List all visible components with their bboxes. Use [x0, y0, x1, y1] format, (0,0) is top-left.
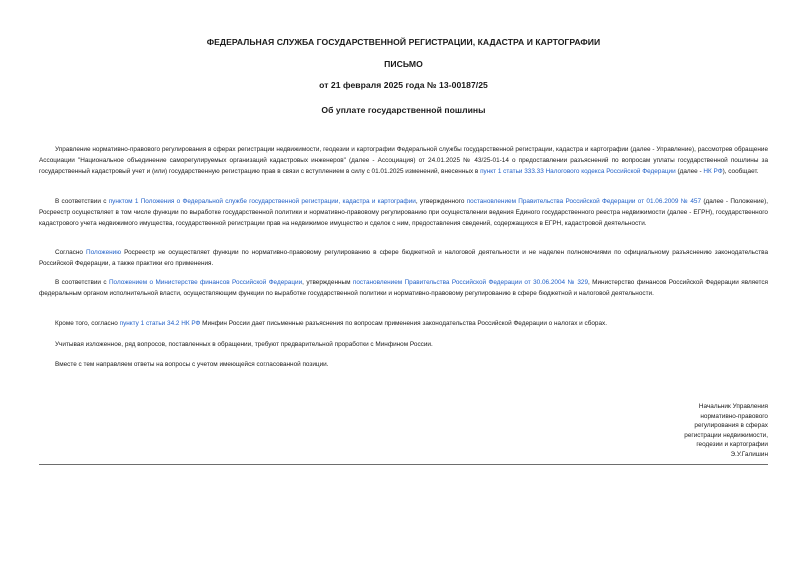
paragraph-answers	[39, 360, 768, 371]
paragraph-text: ), сообщает.	[722, 167, 759, 175]
footer-divider	[39, 464, 768, 465]
signature-line: регулирования в сферах	[694, 422, 768, 430]
link-government-decree-457[interactable]: постановлением Правительства Российской Федерации от 01.06.2009 № 457	[466, 198, 702, 205]
link-minfin-regulation[interactable]: Положением о Министерстве финансов Российской Федерации	[108, 279, 303, 286]
paragraph-text: , утвержденным	[302, 279, 353, 286]
paragraph-text: Вместе с тем направляем ответы на вопросы с учетом имеющейся согласованной позиции.	[55, 361, 329, 368]
link-rosreestr-regulation-point-1[interactable]: пунктом 1 Положения о Федеральной службе государственной регистрации, кадастра и картографии	[108, 198, 416, 205]
paragraph-intro	[39, 145, 768, 177]
signatory-name: Э.У.Галишин	[730, 450, 768, 458]
signature-line: геодезии и картографии	[696, 441, 768, 449]
paragraph-text: Кроме того, согласно	[55, 320, 120, 327]
paragraph-no-tax-authority	[39, 248, 768, 270]
document-subject: Об уплате государственной пошлины	[321, 105, 486, 115]
paragraph-text: В соответствии с	[55, 279, 109, 286]
paragraph-text: Росреестр не осуществляет функции по нормативно-правовому регулированию в сфере бюджетной и налоговой деятельности и не наделен полномочиями по официальному разъяснению законодательства Российской Федерации, а также практики его применения.	[39, 249, 769, 267]
paragraph-text: Управление нормативно-правового регулирования в сферах регистрации недвижимости, геодезии и картографии Федеральной службы государственной регистрации, кадастра и картографии (далее - Управление), рассмотрев обращение Ассоциации "Национальное объединение саморегулируемых организаций кадастровых инженеров" (далее - Ассоциация) от 24.01.2025 № 43/25-01-14 о предоставлении разъяснений по вопросам уплаты государственной пошлины за государственный кадастровый учет и (или) государственную регистрацию прав в связи с вступлением в силу с 01.01.2025 изменений, внесенных в	[39, 146, 768, 175]
link-government-decree-329[interactable]: постановлением Правительства Российской Федерации от 30.06.2004 № 329	[352, 279, 588, 286]
paragraph-preliminary-study	[39, 340, 768, 351]
paragraph-text: (далее - Положение), Росреестр осуществляет в том числе функции по выработке государственной политики и нормативно-правовому регулированию при осуществлении ведения Единого государственного реестра недвижимости (далее - ЕГРН), государственного кадастрового учета недвижимого имущества, государственной регистрации прав на недвижимое имущество и сделок с ним, предоставления сведений, содержащихся в ЕГРН, кадастровой деятельности.	[39, 198, 768, 227]
link-regulation[interactable]: Положению	[86, 249, 122, 256]
agency-title: ФЕДЕРАЛЬНАЯ СЛУЖБА ГОСУДАРСТВЕННОЙ РЕГИСТРАЦИИ, КАДАСТРА И КАРТОГРАФИИ	[206, 37, 601, 47]
link-nk-article-34-2[interactable]: пункту 1 статьи 34.2 НК РФ	[119, 320, 201, 327]
paragraph-minfin-clarifications	[39, 319, 768, 330]
signature-line: нормативно-правового	[700, 412, 768, 420]
signature-block	[608, 402, 768, 460]
paragraph-text: Согласно	[55, 249, 87, 256]
paragraph-text: , утвержденного	[415, 198, 467, 205]
paragraph-text: В соответствии с	[55, 198, 109, 205]
signature-line: Начальник Управления	[698, 403, 768, 410]
paragraph-text: , Министерство финансов Российской Федерации является федеральным органом исполнительной власти, осуществляющим функции по выработке государственной политики и нормативно-правовому регулированию в сфере бюджетной и налоговой деятельности.	[39, 279, 768, 297]
document-type: ПИСЬМО	[384, 59, 423, 69]
link-nk-article-333-33[interactable]: пункт 1 статьи 333.33 Налогового кодекса Российской Федерации	[480, 167, 676, 175]
paragraph-text: (далее -	[675, 167, 704, 175]
link-nk-rf[interactable]: НК РФ	[703, 167, 723, 175]
paragraph-text: Минфин России дает письменные разъяснения по вопросам применения законодательства Российской Федерации о налогах и сборах.	[200, 320, 607, 327]
document-date-number: от 21 февраля 2025 года № 13-00187/25	[319, 80, 488, 90]
signature-line: регистрации недвижимости,	[684, 431, 768, 439]
paragraph-rosreestr-functions	[39, 197, 768, 229]
paragraph-minfin-functions	[39, 278, 768, 300]
paragraph-text: Учитывая изложенное, ряд вопросов, поставленных в обращении, требуют предварительной проработки с Минфином России.	[55, 341, 433, 348]
